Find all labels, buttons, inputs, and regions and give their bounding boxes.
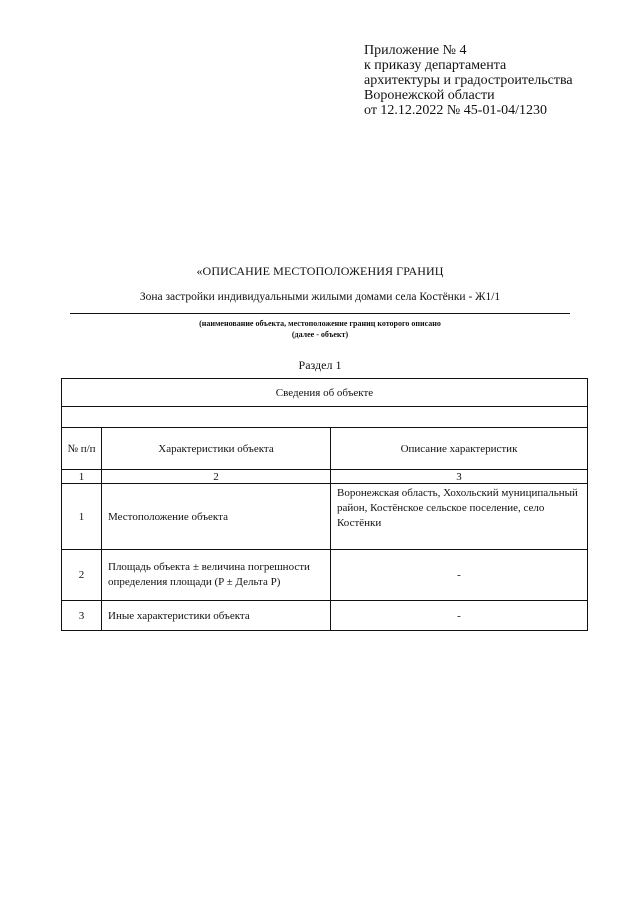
appendix-line: к приказу департамента xyxy=(364,58,507,73)
note-line-1: (наименование объекта, местоположение границ которого описано xyxy=(199,319,441,328)
column-number-row xyxy=(62,470,588,484)
note-line-2: (далее - объект) xyxy=(291,330,349,339)
section-title: Раздел 1 xyxy=(298,358,342,372)
appendix-line: Приложение № 4 xyxy=(364,43,467,58)
header-characteristic: Характеристики объекта xyxy=(102,428,331,470)
table-caption-row xyxy=(62,379,588,407)
appendix-line: от 12.12.2022 № 45-01-04/1230 xyxy=(364,103,548,118)
row-number: 3 xyxy=(62,601,102,631)
row-characteristic: Иные характеристики объекта xyxy=(102,601,331,631)
underline-divider xyxy=(70,313,570,314)
table-caption: Сведения об объекте xyxy=(62,379,588,407)
table-empty-row xyxy=(62,407,588,428)
column-number: 3 xyxy=(331,470,588,484)
row-number: 1 xyxy=(62,484,102,550)
appendix-line: архитектуры и градостроительства xyxy=(364,73,573,88)
header-number: № п/п xyxy=(62,428,102,470)
table-header-row xyxy=(62,428,588,470)
object-name-note xyxy=(70,318,570,340)
document-title: «ОПИСАНИЕ МЕСТОПОЛОЖЕНИЯ ГРАНИЦ xyxy=(196,264,444,278)
header-description: Описание характеристик xyxy=(331,428,588,470)
table-row xyxy=(62,601,588,631)
row-characteristic: Площадь объекта ± величина погрешности определения площади (P ± Дельта P) xyxy=(102,550,331,601)
column-number: 1 xyxy=(62,470,102,484)
object-info-table xyxy=(61,378,588,631)
row-number: 2 xyxy=(62,550,102,601)
row-characteristic: Местоположение объекта xyxy=(102,484,331,550)
appendix-line: Воронежской области xyxy=(364,88,495,103)
row-description: - xyxy=(331,550,588,601)
row-description: Воронежская область, Хохольский муниципальный район, Костёнское сельское поселение, село Костёнки xyxy=(331,484,588,550)
table-row xyxy=(62,550,588,601)
column-number: 2 xyxy=(102,470,331,484)
row-description: - xyxy=(331,601,588,631)
object-name: Зона застройки индивидуальными жилыми домами села Костёнки - Ж1/1 xyxy=(139,291,501,303)
table-row xyxy=(62,484,588,550)
empty-cell xyxy=(62,407,588,428)
appendix-block xyxy=(364,43,573,118)
